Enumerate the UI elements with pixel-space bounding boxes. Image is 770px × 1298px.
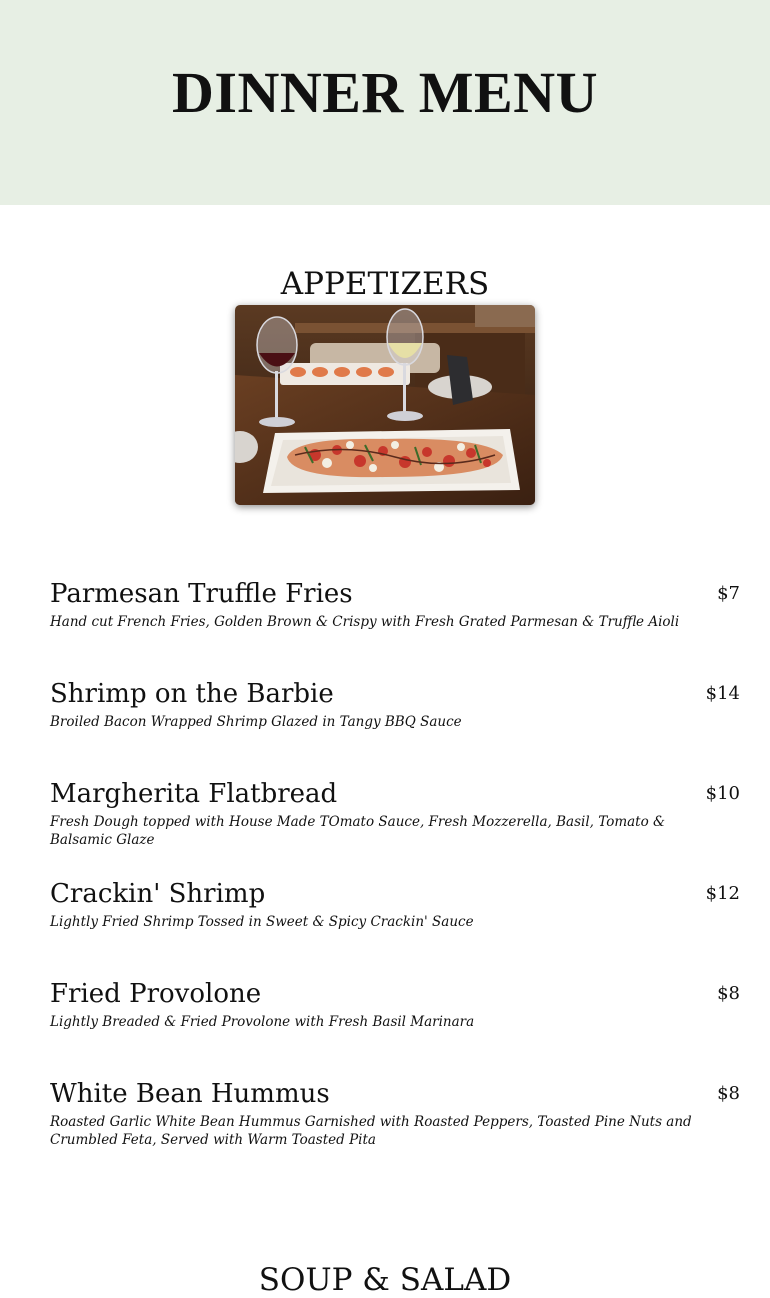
appetizer-photo: [235, 305, 535, 505]
menu-item-price: $8: [717, 1083, 740, 1104]
menu-item-price: $10: [705, 783, 740, 804]
menu-item-name: Parmesan Truffle Fries: [50, 579, 353, 609]
menu-item-description: Roasted Garlic White Bean Hummus Garnished with Roasted Peppers, Toasted Pine Nuts and Crumbled Feta, Served with Warm Toasted Pita: [50, 1114, 692, 1148]
menu-item-name: Fried Provolone: [50, 979, 262, 1009]
menu-item-description: Hand cut French Fries, Golden Brown & Crispy with Fresh Grated Parmesan & Truffle Aioli: [50, 614, 680, 630]
menu-item-description: Lightly Breaded & Fried Provolone with Fresh Basil Marinara: [50, 1014, 475, 1030]
menu-item-price: $7: [717, 583, 740, 604]
section-title-soup-salad: SOUP & SALAD: [258, 1262, 512, 1298]
menu-item-name: Shrimp on the Barbie: [50, 679, 334, 709]
menu-item-name: Crackin' Shrimp: [50, 879, 266, 909]
menu-item-price: $14: [705, 683, 740, 704]
menu-item-description: Lightly Fried Shrimp Tossed in Sweet & Spicy Crackin' Sauce: [50, 914, 474, 930]
menu-item-name: White Bean Hummus: [50, 1079, 330, 1109]
menu-header: [0, 0, 770, 205]
menu-item-name: Margherita Flatbread: [50, 779, 338, 809]
section-title-appetizers: APPETIZERS: [280, 266, 490, 302]
menu-item-description: Fresh Dough topped with House Made TOmato Sauce, Fresh Mozzerella, Basil, Tomato & Balsamic Glaze: [50, 814, 666, 848]
menu-item-price: $12: [705, 883, 740, 904]
menu-item-price: $8: [717, 983, 740, 1004]
page-title: DINNER MENU: [172, 60, 598, 125]
menu-item-description: Broiled Bacon Wrapped Shrimp Glazed in Tangy BBQ Sauce: [50, 714, 462, 730]
